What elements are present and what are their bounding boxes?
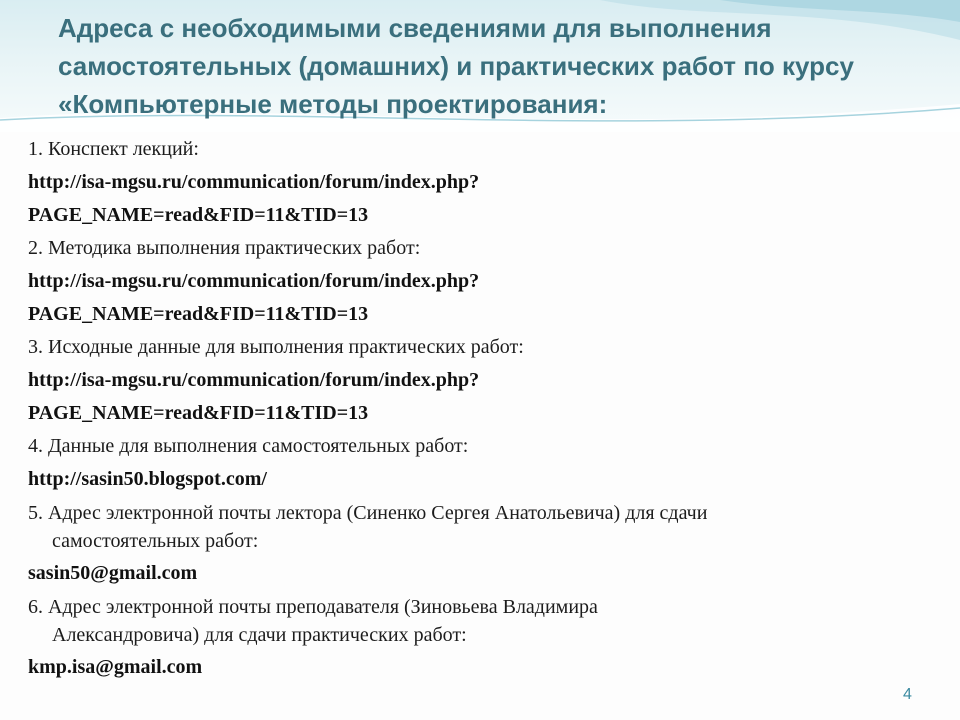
- page-number: 4: [903, 686, 912, 703]
- email-text[interactable]: sasin50@gmail.com: [28, 562, 198, 584]
- list-item-label-line: 5. Адрес электронной почты лектора (Синенко Сергея Анатольевича) для сдачи: [28, 502, 708, 524]
- list-item-label: 1. Конспект лекций:: [28, 138, 199, 160]
- list-item-label-line: самостоятельных работ:: [52, 530, 259, 552]
- list-item-label: 4. Данные для выполнения самостоятельных работ:: [28, 435, 469, 457]
- list-item-label: 2. Методика выполнения практических работ:: [28, 237, 421, 259]
- list-item-label: [28, 496, 928, 557]
- link-text[interactable]: PAGE_NAME=read&FID=11&TID=13: [28, 204, 369, 226]
- link-text[interactable]: PAGE_NAME=read&FID=11&TID=13: [28, 303, 369, 325]
- link-text[interactable]: http://isa-mgsu.ru/communication/forum/index.php?: [28, 270, 480, 292]
- email-text[interactable]: kmp.isa@gmail.com: [28, 656, 203, 678]
- link-text[interactable]: PAGE_NAME=read&FID=11&TID=13: [28, 402, 369, 424]
- content-list: [28, 133, 928, 684]
- link-text[interactable]: http://sasin50.blogspot.com/: [28, 468, 267, 490]
- slide-title: Адреса с необходимыми сведениями для выполнения самостоятельных (домашних) и практических работ по курсу «Компьютерные методы проектирования:: [58, 13, 854, 119]
- list-item-label: 3. Исходные данные для выполнения практических работ:: [28, 336, 524, 358]
- link-text[interactable]: http://isa-mgsu.ru/communication/forum/index.php?: [28, 171, 480, 193]
- list-item-label-line: Александровича) для сдачи практических работ:: [52, 624, 467, 646]
- list-item-label-line: 6. Адрес электронной почты преподавателя (Зиновьева Владимира: [28, 596, 598, 618]
- link-text[interactable]: http://isa-mgsu.ru/communication/forum/index.php?: [28, 369, 480, 391]
- list-item-label: [28, 590, 928, 651]
